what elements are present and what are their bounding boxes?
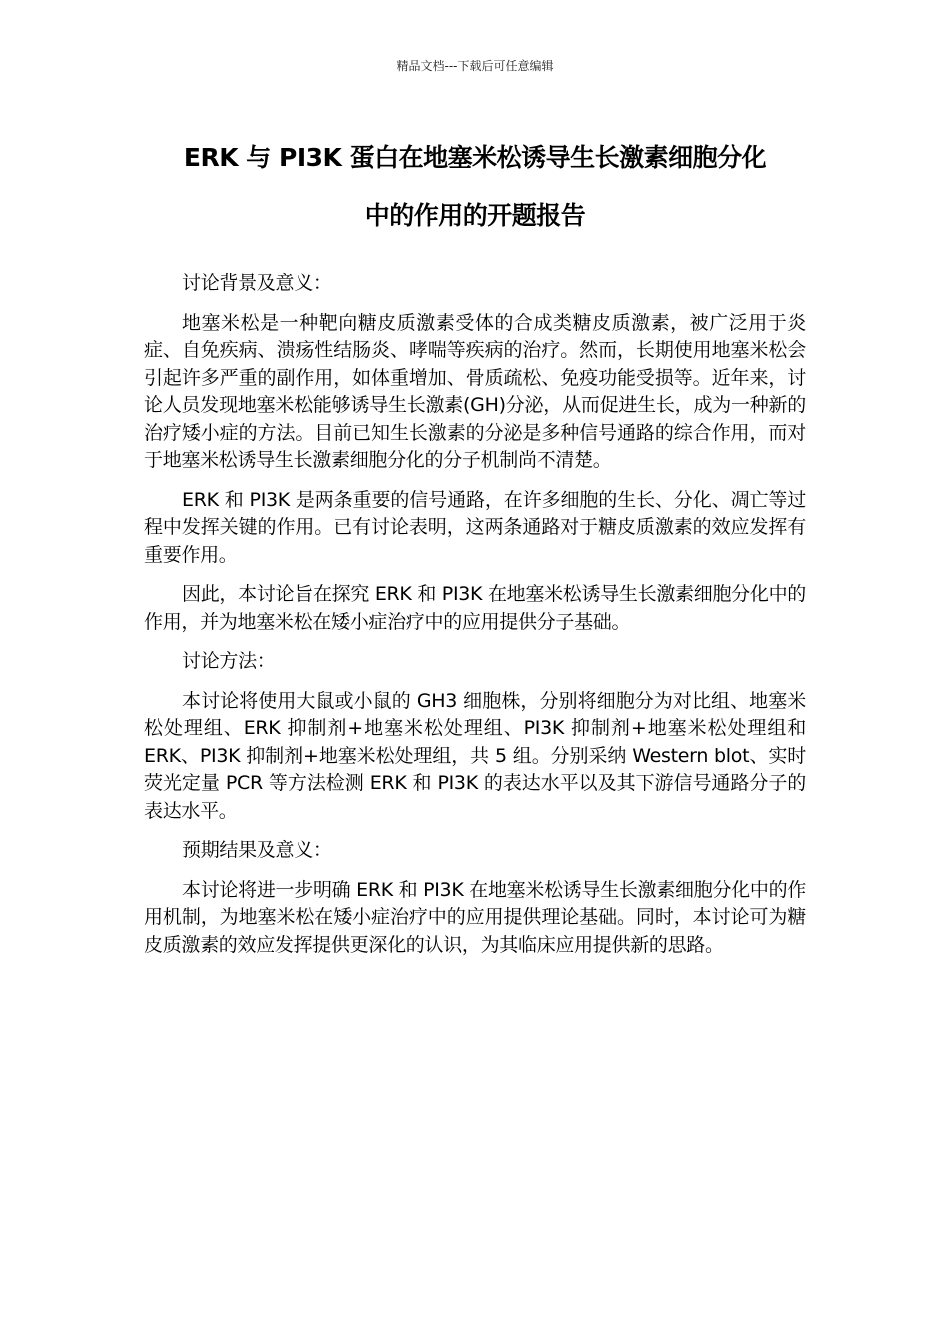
document-body (144, 270, 806, 971)
methods-paragraph-1: 本讨论将使用大鼠或小鼠的 GH3 细胞株，分别将细胞分为对比组、地塞米松处理组、ERK 抑制剂+地塞米松处理组、PI3K 抑制剂+地塞米松处理组和 ERK、PI3K 抑制剂+地塞米松处理组，共 5 组。分别采纳 Western blot、实时荧光定量 PCR 等方法检测 ERK 和 PI3K 的表达水平以及其下游信号通路分子的表达水平。 (144, 689, 806, 822)
document-title-line-1: ERK 与 PI3K 蛋白在地塞米松诱导生长激素细胞分化 (183, 143, 767, 172)
document-title-line-2: 中的作用的开题报告 (364, 201, 586, 230)
background-paragraph-3: 因此，本讨论旨在探究 ERK 和 PI3K 在地塞米松诱导生长激素细胞分化中的作用，并为地塞米松在矮小症治疗中的应用提供分子基础。 (144, 583, 806, 633)
header-watermark: 精品文档---下载后可任意编辑 (396, 59, 554, 73)
background-paragraph-1: 地塞米松是一种靶向糖皮质激素受体的合成类糖皮质激素，被广泛用于炎症、自免疾病、溃疡性结肠炎、哮喘等疾病的治疗。然而，长期使用地塞米松会引起许多严重的副作用，如体重增加、骨质疏松、免疫功能受损等。近年来，讨论人员发现地塞米松能够诱导生长激素(GH)分泌，从而促进生长，成为一种新的治疗矮小症的方法。目前已知生长激素的分泌是多种信号通路的综合作用，而对于地塞米松诱导生长激素细胞分化的分子机制尚不清楚。 (144, 311, 806, 471)
results-heading: 预期结果及意义： (182, 839, 332, 861)
methods-heading: 讨论方法： (182, 650, 276, 672)
background-heading: 讨论背景及意义： (182, 272, 332, 294)
background-paragraph-2: ERK 和 PI3K 是两条重要的信号通路，在许多细胞的生长、分化、凋亡等过程中发挥关键的作用。已有讨论表明，这两条通路对于糖皮质激素的效应发挥有重要作用。 (144, 488, 806, 566)
results-paragraph-1: 本讨论将进一步明确 ERK 和 PI3K 在地塞米松诱导生长激素细胞分化中的作用机制，为地塞米松在矮小症治疗中的应用提供理论基础。同时，本讨论可为糖皮质激素的效应发挥提供更深化的认识，为其临床应用提供新的思路。 (144, 878, 806, 956)
